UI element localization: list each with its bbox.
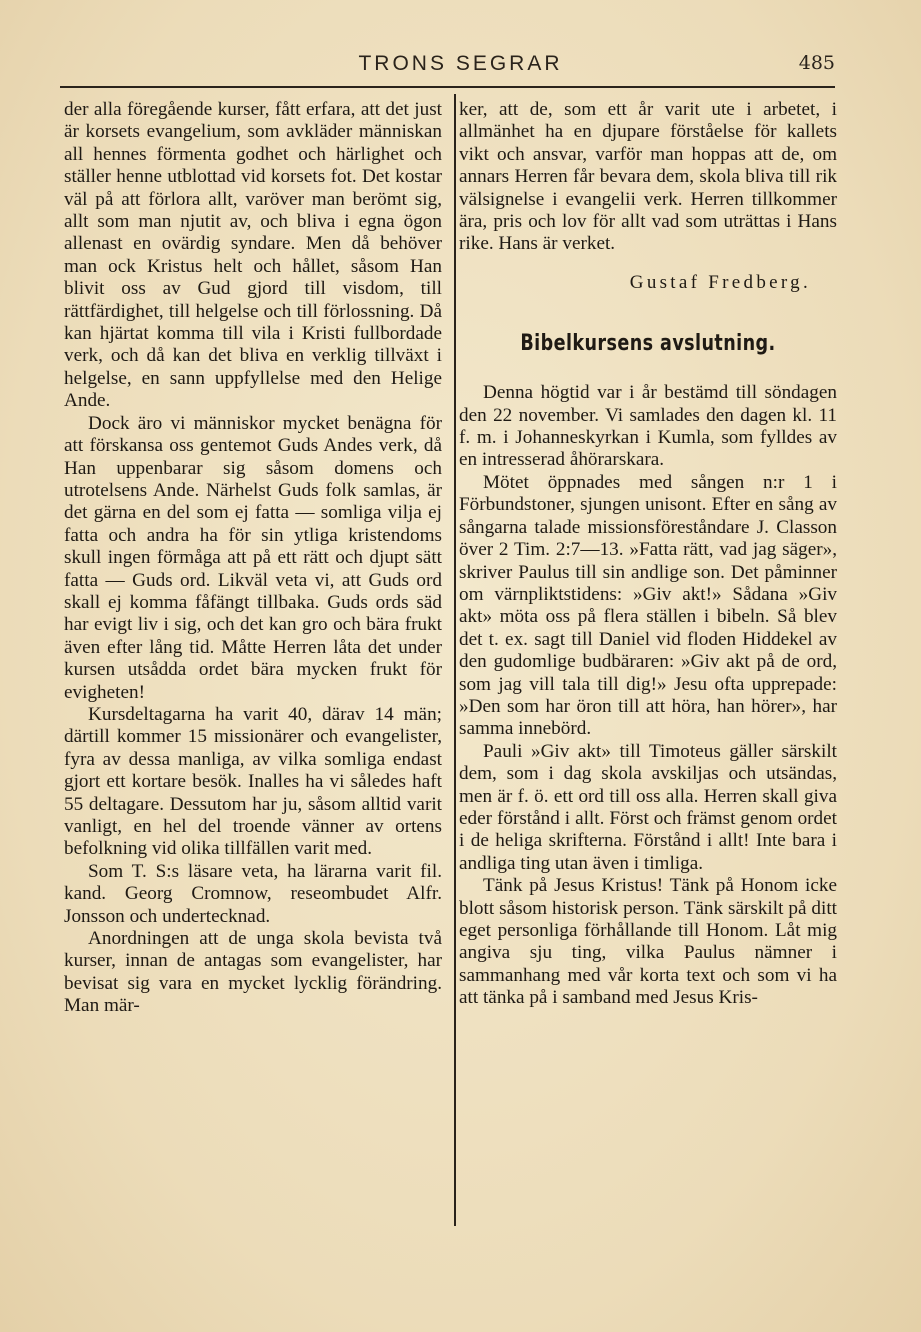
paragraph: Som T. S:s läsare veta, ha lärarna varit fil. kand. Georg Cromnow, reseombudet Alfr. Jonsson och undertecknad. <box>64 860 442 927</box>
section-heading: Bibelkursens avslutning. <box>520 331 776 357</box>
paragraph: Dock äro vi människor mycket benägna för att förskansa oss gentemot Guds Andes verk, då Han uppenbarar sig såsom domens och utrotelsens Ande. Närhelst Guds folk samlas, är det gärna en del som ej fatta — somliga vilja ej fatta och andra ha för sin ytliga kristendoms skull ingen förmåga att på ett rätt och djupt sätt fatta — Guds ord. Likväl veta vi, att Guds ord skall ej komma fåfängt tillbaka. Guds ords säd har evigt liv i sig, och det kan gro och bära frukt även efter lång tid. Måtte Herren låta det under kursen utsådda ordet bära mycken frukt för evigheten! <box>64 412 442 703</box>
author-signature: Gustaf Fredberg. <box>629 271 811 293</box>
header-rule <box>60 86 835 88</box>
page-number: 485 <box>798 52 835 74</box>
paragraph: ker, att de, som ett år varit ute i arbetet, i allmänhet ha en djupare förståelse för kallets vikt och ansvar, varför man hoppas att de, om annars Herren får bevara dem, skola bliva till rik välsignelse i evangelii verk. Herren tillkommer ära, pris och lov för allt vad som uträttas i Hans rike. Hans är verket. <box>459 99 837 255</box>
paragraph: der alla föregående kurser, fått erfara, att det just är korsets evangelium, som avkläder människan all hennes förmenta godhet och härlighet och ställer henne utblottad vid korsets fot. Det kostar väl på att förlora allt, varöver man berömt sig, allt som man njutit av, och bliva i egna ögon allenast en ovärdig syndare. Men då behöver man ock Kristus helt och hållet, såsom Han blivit oss av Gud gjord till visdom, till rättfärdighet, till helgelse och till förlossning. Då kan hjärtat komma till vila i Kristi fullbordade verk, och då kan det bliva en verklig tillväxt i helgelse, en sann uppfyllelse med den Helige Ande. <box>64 99 442 412</box>
column-divider <box>454 94 456 1226</box>
paragraph: Tänk på Jesus Kristus! Tänk på Honom icke blott såsom historisk person. Tänk särskilt på ditt eget personliga förhållande till Honom. Låt mig angiva sju ting, vilka Paulus nämner i sammanhang med vår korta text och som vi ha att tänka på i samband med Jesus Kris- <box>459 875 837 1009</box>
paragraph: Pauli »Giv akt» till Timoteus gäller särskilt dem, som i dag skola avskiljas och utsändas, men är f. ö. ett ord till oss alla. Herren skall giva eder förstånd i allt. Först och främst genom ordet i de heliga skrifterna. Förstånd i allt! Inte bara i andliga ting utan även i timliga. <box>459 740 837 874</box>
paragraph: Denna högtid var i år bestämd till söndagen den 22 november. Vi samlades den dagen kl. 11 f. m. i Johanneskyrkan i Kumla, som fylldes av en intresserad åhörarskara. <box>459 382 837 471</box>
running-title: TRONS SEGRAR <box>358 52 563 75</box>
paragraph: Anordningen att de unga skola bevista två kurser, innan de antagas som evangelister, har bevisat sig vara en mycket lycklig förändring. Man mär- <box>64 928 442 1017</box>
paragraph: Mötet öppnades med sången n:r 1 i Förbundstoner, sjungen unisont. Efter en sång av sångarna talade missionsföreståndare J. Classon över 2 Tim. 2:7—13. »Fatta rätt, vad jag säger», skriver Paulus till sin andlige son. Det påminner om värnpliktstidens: »Giv akt!» Sådana »Giv akt» möta oss på flera ställen i bibeln. Så blev det t. ex. sagt till Daniel vid floden Hiddekel av den gudomlige budbäraren: »Giv akt på de ord, som jag vill tala till dig!» Jesu ofta upprepade: »Den som har öron till att höra, han hörer», har samma innebörd. <box>459 471 837 740</box>
paragraph: Kursdeltagarna ha varit 40, därav 14 män; därtill kommer 15 missionärer och evangelister, fyra av dessa manliga, av vilka somliga endast gjort ett kortare besök. Inalles ha vi således haft 55 deltagare. Dessutom har ju, såsom alltid varit vanligt, en hel del troende vänner av ortens befolkning vid olika tillfällen varit med. <box>64 703 442 860</box>
left-column <box>64 99 442 1018</box>
right-column <box>459 99 837 1010</box>
